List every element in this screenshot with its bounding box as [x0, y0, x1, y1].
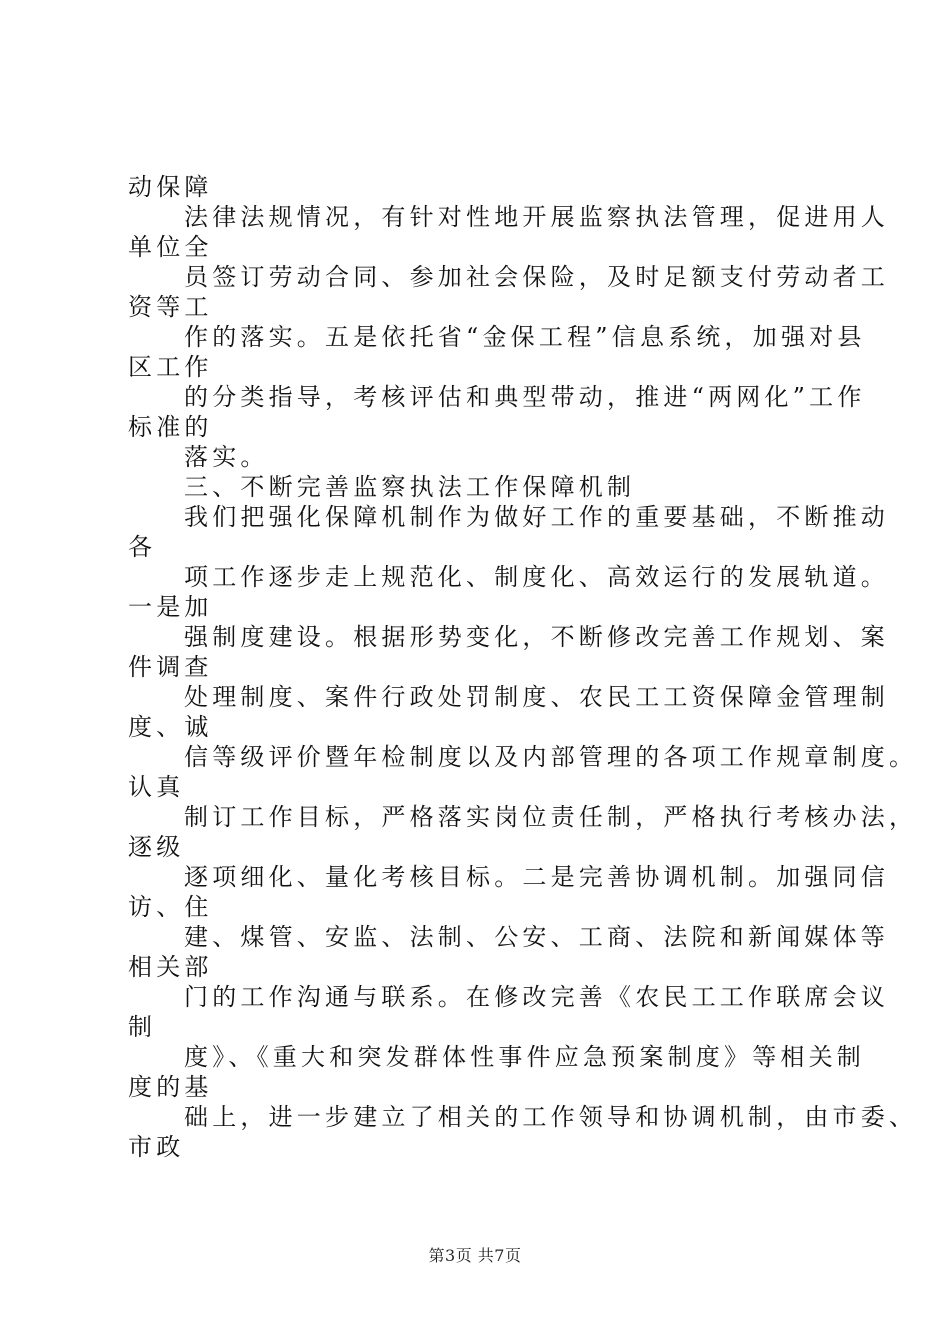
text-line: 处理制度、案件行政处罚制度、农民工工资保障金管理制: [184, 683, 889, 711]
text-line: 逐项细化、量化考核目标。二是完善协调机制。加强同信: [184, 863, 889, 891]
text-line: 各: [128, 533, 157, 561]
text-line: 认真: [128, 773, 185, 801]
text-line: 的分类指导，考核评估和典型带动，推进“两网化”工作: [184, 383, 866, 411]
text-line: 我们把强化保障机制作为做好工作的重要基础，不断推动: [184, 503, 889, 531]
text-line: 市政: [128, 1133, 185, 1161]
text-line: 度的基: [128, 1073, 213, 1101]
text-line: 单位全: [128, 233, 213, 261]
text-line: 逐级: [128, 833, 185, 861]
text-line: 动保障: [128, 173, 213, 201]
text-line: 项工作逐步走上规范化、制度化、高效运行的发展轨道。: [184, 563, 889, 591]
text-line: 件调查: [128, 653, 213, 681]
text-line: 础上，进一步建立了相关的工作领导和协调机制，由市委、: [184, 1103, 918, 1131]
text-line: 作的落实。五是依托省“金保工程”信息系统，加强对县: [184, 323, 866, 351]
text-line: 度》、《重大和突发群体性事件应急预案制度》等相关制: [184, 1043, 865, 1071]
text-line: 制: [128, 1013, 157, 1041]
text-line: 标准的: [128, 413, 213, 441]
text-line: 访、住: [128, 893, 213, 921]
text-line: 门的工作沟通与联系。在修改完善《农民工工作联席会议: [184, 983, 889, 1011]
page-footer: 第3页 共7页: [428, 1246, 522, 1265]
text-line: 度、诚: [128, 713, 213, 741]
section-heading: 三、不断完善监察执法工作保障机制: [184, 473, 636, 501]
text-line: 落实。: [184, 443, 269, 471]
text-line: 区工作: [128, 353, 213, 381]
text-line: 信等级评价暨年检制度以及内部管理的各项工作规章制度。: [184, 743, 918, 771]
text-line: 相关部: [128, 953, 213, 981]
text-line: 一是加: [128, 593, 213, 621]
text-line: 资等工: [128, 293, 213, 321]
body-text: [128, 172, 918, 1162]
text-line: 制订工作目标，严格落实岗位责任制，严格执行考核办法，: [184, 803, 918, 831]
text-line: 法律法规情况，有针对性地开展监察执法管理，促进用人: [184, 203, 889, 231]
text-line: 员签订劳动合同、参加社会保险，及时足额支付劳动者工: [184, 263, 889, 291]
text-line: 建、煤管、安监、法制、公安、工商、法院和新闻媒体等: [184, 923, 889, 951]
text-line: 强制度建设。根据形势变化，不断修改完善工作规划、案: [184, 623, 889, 651]
